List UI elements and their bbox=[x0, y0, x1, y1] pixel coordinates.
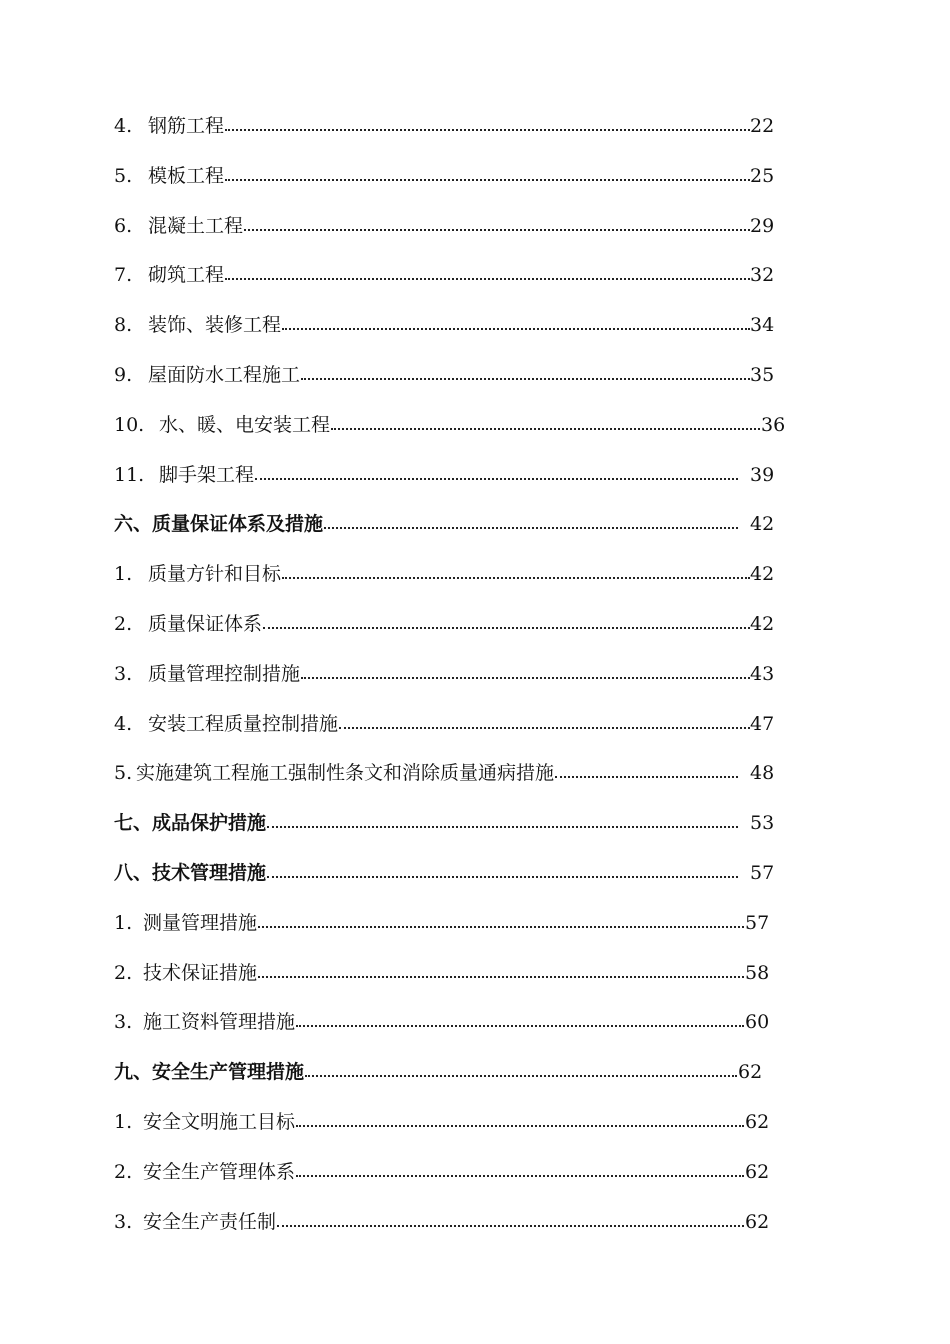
toc-item bbox=[114, 754, 794, 804]
toc-item-title: 屋面防水工程施工 bbox=[148, 363, 301, 386]
toc-page-number: 25 bbox=[750, 164, 775, 187]
toc-item-title: 砌筑工程 bbox=[148, 264, 225, 287]
toc-leader-dots bbox=[301, 677, 750, 679]
toc-leader-dots bbox=[301, 378, 750, 380]
toc-item bbox=[114, 207, 794, 257]
toc-item-title: 安全生产责任制 bbox=[143, 1210, 277, 1233]
toc-item-title: 混凝土工程 bbox=[148, 214, 244, 237]
toc-item-number: 11. bbox=[114, 463, 145, 486]
toc-page-number: 57 bbox=[745, 911, 770, 934]
toc-page-number: 36 bbox=[761, 413, 786, 436]
toc-item bbox=[114, 605, 794, 655]
toc-heading bbox=[114, 505, 794, 555]
toc-item bbox=[114, 306, 794, 356]
toc-item-title: 实施建筑工程施工强制性条文和消除质量通病措施 bbox=[136, 762, 555, 785]
toc-item-title: 安全文明施工目标 bbox=[143, 1110, 296, 1133]
toc-item-number: 1. bbox=[114, 1110, 133, 1133]
toc-item bbox=[114, 256, 794, 306]
toc-item-title: 六、质量保证体系及措施 bbox=[114, 513, 324, 536]
toc-page-number: 39 bbox=[750, 463, 775, 486]
toc-item-number: 2. bbox=[114, 612, 133, 635]
toc-item-number: 4. bbox=[114, 115, 133, 137]
toc-leader-dots bbox=[255, 478, 738, 480]
toc-item-title: 钢筋工程 bbox=[148, 115, 225, 137]
toc-page-number: 32 bbox=[750, 264, 775, 287]
toc-page-number: 34 bbox=[750, 314, 775, 337]
toc-leader-dots bbox=[282, 577, 750, 579]
toc-leader-dots bbox=[296, 1175, 744, 1177]
toc-page-number: 53 bbox=[750, 812, 775, 835]
toc-page-number: 62 bbox=[745, 1160, 770, 1183]
toc-leader-dots bbox=[555, 776, 738, 778]
toc-item-number: 10. bbox=[114, 413, 145, 436]
toc-item-title: 七、成品保护措施 bbox=[114, 812, 267, 835]
toc-item-number: 5. bbox=[114, 164, 133, 187]
toc-item-title: 质量管理控制措施 bbox=[148, 662, 301, 685]
toc-item-number: 3. bbox=[114, 662, 133, 685]
toc-leader-dots bbox=[331, 428, 760, 430]
toc-leader-dots bbox=[225, 129, 750, 131]
toc-item bbox=[114, 954, 794, 1004]
toc-page-number: 57 bbox=[750, 861, 775, 884]
toc-leader-dots bbox=[267, 826, 738, 828]
toc-leader-dots bbox=[263, 627, 750, 629]
toc-leader-dots bbox=[258, 976, 744, 978]
toc-item-number: 3. bbox=[114, 1210, 133, 1233]
toc-leader-dots bbox=[225, 179, 750, 181]
toc-item-title: 安全生产管理体系 bbox=[143, 1160, 296, 1183]
toc-item-number: 5. bbox=[114, 762, 133, 785]
toc-leader-dots bbox=[282, 328, 750, 330]
toc-page-number: 42 bbox=[750, 563, 775, 586]
toc-heading bbox=[114, 854, 794, 904]
toc-page-number: 29 bbox=[750, 214, 775, 237]
toc-item bbox=[114, 356, 794, 406]
toc-item-title: 装饰、装修工程 bbox=[148, 314, 282, 337]
toc-page-number: 58 bbox=[745, 961, 770, 984]
toc-leader-dots bbox=[244, 229, 750, 231]
toc-leader-dots bbox=[324, 527, 738, 529]
toc-item-title: 质量保证体系 bbox=[148, 612, 263, 635]
toc-item-number: 2. bbox=[114, 1160, 133, 1183]
toc-leader-dots bbox=[225, 278, 750, 280]
toc-item-number: 6. bbox=[114, 214, 133, 237]
toc-item-number: 1. bbox=[114, 563, 133, 586]
toc-item-title: 模板工程 bbox=[148, 164, 225, 187]
toc-leader-dots bbox=[277, 1225, 744, 1227]
toc-leader-dots bbox=[296, 1025, 744, 1027]
toc-leader-dots bbox=[267, 876, 738, 878]
toc-item bbox=[114, 1153, 794, 1203]
toc-page-number: 43 bbox=[750, 662, 775, 685]
toc-item bbox=[114, 655, 794, 705]
toc-item-number: 1. bbox=[114, 911, 133, 934]
toc-item-number: 2. bbox=[114, 961, 133, 984]
toc-item-title: 九、安全生产管理措施 bbox=[114, 1061, 305, 1084]
toc-item bbox=[114, 1003, 794, 1053]
toc-leader-dots bbox=[296, 1125, 744, 1127]
toc-heading bbox=[114, 804, 794, 854]
toc-page-number: 62 bbox=[738, 1061, 763, 1084]
toc-item-title: 测量管理措施 bbox=[143, 911, 258, 934]
toc-page-number: 22 bbox=[750, 115, 775, 137]
toc-item bbox=[114, 456, 794, 506]
toc-item-title: 脚手架工程 bbox=[159, 463, 255, 486]
toc-item-title: 水、暖、电安装工程 bbox=[159, 413, 331, 436]
toc-item-number: 8. bbox=[114, 314, 133, 337]
toc-item bbox=[114, 555, 794, 605]
toc-page-number: 62 bbox=[745, 1210, 770, 1233]
toc-item bbox=[114, 1203, 794, 1253]
toc-leader-dots bbox=[305, 1075, 737, 1077]
toc-page-number: 62 bbox=[745, 1110, 770, 1133]
toc-item bbox=[114, 904, 794, 954]
toc-item bbox=[114, 107, 794, 157]
toc-page-number: 60 bbox=[745, 1011, 770, 1034]
toc-item-number: 3. bbox=[114, 1011, 133, 1034]
toc-item-title: 八、技术管理措施 bbox=[114, 861, 267, 884]
toc-item-title: 安装工程质量控制措施 bbox=[148, 712, 339, 735]
toc-heading bbox=[114, 1053, 794, 1103]
toc-item-number: 9. bbox=[114, 363, 133, 386]
toc-leader-dots bbox=[258, 926, 744, 928]
table-of-contents bbox=[114, 107, 794, 1252]
toc-item-number: 4. bbox=[114, 712, 133, 735]
toc-page-number: 42 bbox=[750, 513, 775, 536]
toc-item bbox=[114, 705, 794, 755]
toc-item bbox=[114, 1103, 794, 1153]
toc-leader-dots bbox=[339, 727, 750, 729]
toc-item-title: 质量方针和目标 bbox=[148, 563, 282, 586]
toc-page-number: 35 bbox=[750, 363, 775, 386]
toc-page-number: 42 bbox=[750, 612, 775, 635]
toc-item-number: 7. bbox=[114, 264, 133, 287]
toc-page-number: 48 bbox=[750, 762, 775, 785]
toc-item-title: 施工资料管理措施 bbox=[143, 1011, 296, 1034]
toc-item bbox=[114, 157, 794, 207]
toc-page-number: 47 bbox=[750, 712, 775, 735]
toc-item bbox=[114, 406, 794, 456]
toc-item-title: 技术保证措施 bbox=[143, 961, 258, 984]
